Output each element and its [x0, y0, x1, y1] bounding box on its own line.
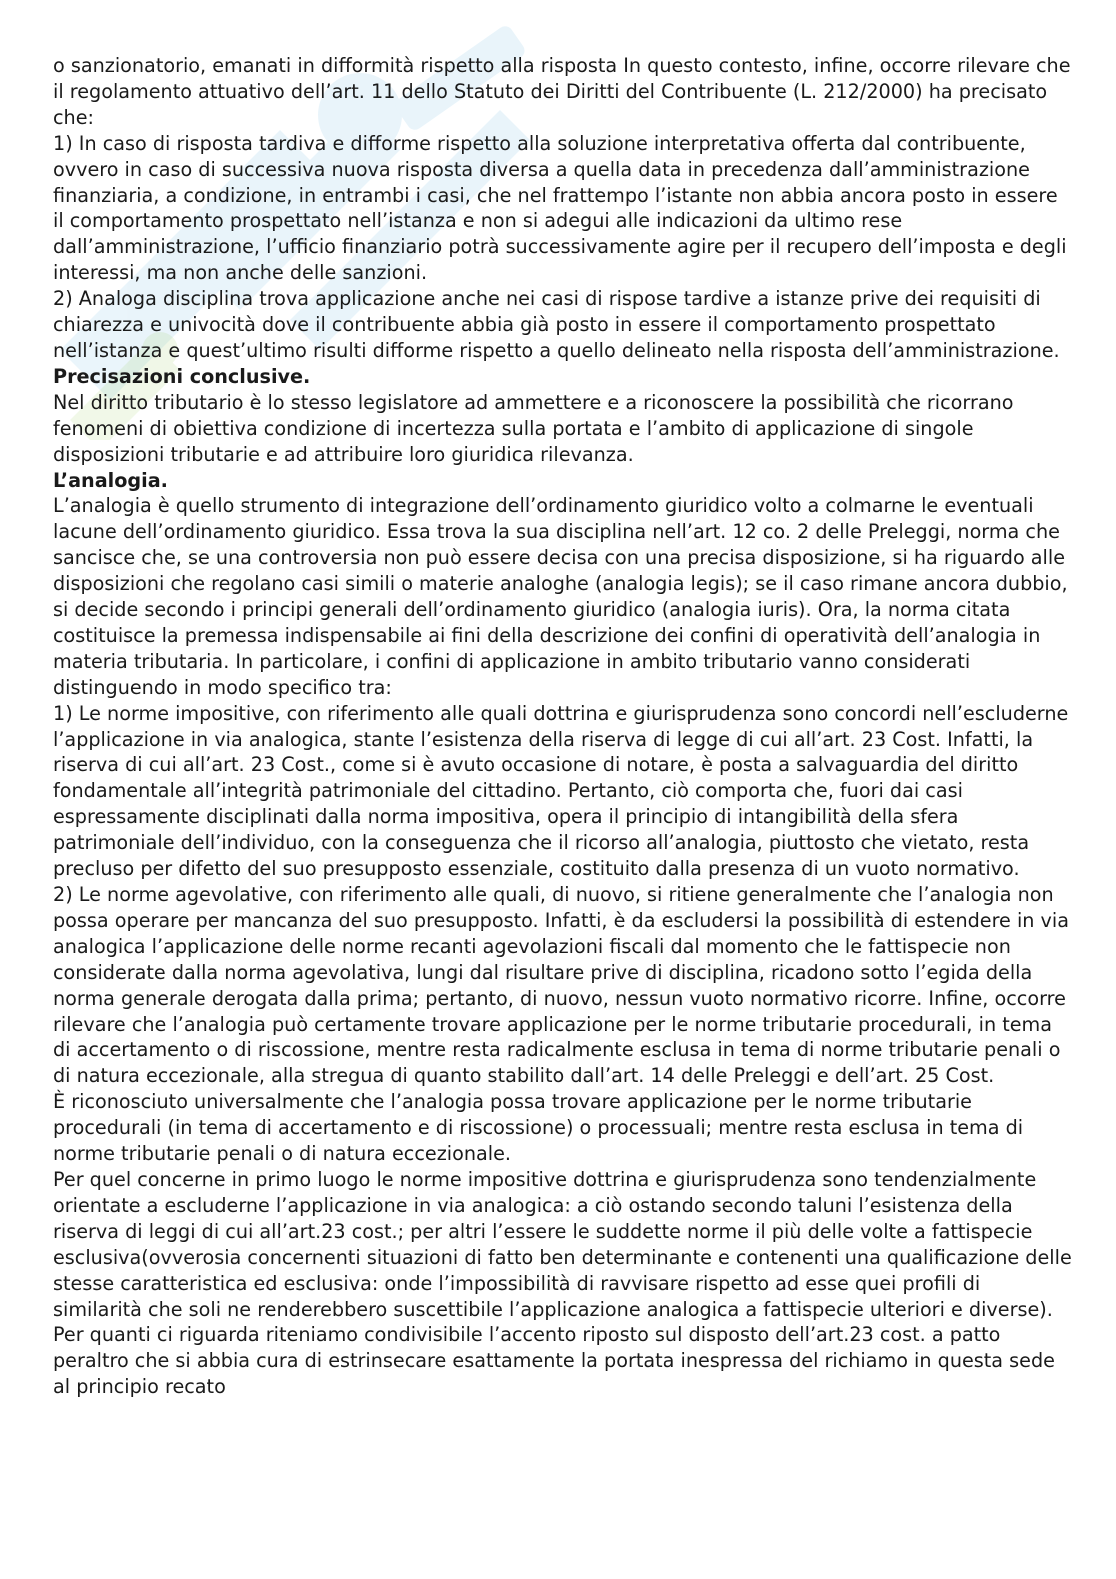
paragraph: 2) Analoga disciplina trova applicazione anche nei casi di rispose tardive a istanze prive dei requisiti di chiarezza e univocità dove il contribuente abbia già posto in essere il comportamento prospettato nell’istanza e quest’ultimo risulti difforme rispetto a quello delineato nella risposta dell’amministrazione.: [53, 287, 1060, 362]
section-heading: Precisazioni conclusive.: [53, 364, 311, 388]
paragraph: È riconosciuto universalmente che l’analogia possa trovare applicazione per le norme tributarie procedurali (in tema di accertamento e di riscossione) o processuali; mentre resta esclusa in tema di norme tributarie penali o di natura eccezionale.: [53, 1090, 1024, 1166]
paragraph: o sanzionatorio, emanati in difformità rispetto alla risposta In questo contesto, infine, occorre rilevare che il regolamento attuativo dell’art. 11 dello Statuto dei Diritti del Contribuente (L. 212/2000) ha precisato che:: [53, 54, 1071, 129]
paragraph: Nel diritto tributario è lo stesso legislatore ad ammettere e a riconoscere la possibilità che ricorrano fenomeni di obiettiva condizione di incertezza sulla portata e l’ambito di applicazione di singole disposizioni tributarie e ad attribuire loro giuridica rilevanza.: [53, 390, 1014, 466]
paragraph: 2) Le norme agevolative, con riferimento alle quali, di nuovo, si ritiene generalmente che l’analogia non possa operare per mancanza del suo presupposto. Infatti, è da escludersi la possibilità di estendere in via analogica l’applicazione delle norme recanti agevolazioni fiscali dal momento che le fattispecie non considerate dalla norma agevolativa, lungi dal risultare prive di disciplina, ricadono sotto l’egida della norma generale derogata dalla prima; pertanto, di nuovo, nessun vuoto normativo ricorre. Infine, occorre rilevare che l’analogia può certamente trovare applicazione per le norme tributarie procedurali, in tema di accertamento o di riscossione, mentre resta radicalmente esclusa in tema di norme tributarie penali o di natura eccezionale, alla stregua di quanto stabilito dall’art. 14 delle Preleggi e dell’art. 25 Cost.: [53, 883, 1069, 1088]
document-body: [53, 53, 1073, 1400]
paragraph: Per quel concerne in primo luogo le norme impositive dottrina e giurisprudenza sono tendenzialmente orientate a escluderne l’applicazione in via analogica: a ciò ostando secondo taluni l’esistenza della riserva di leggi di cui all’art.23 cost.; per altri l’essere le suddette norme il più delle volte a fattispecie esclusiva(ovverosia concernenti situazioni di fatto ben determinante e contenenti una qualificazione delle stesse caratteristica ed esclusiva: onde l’impossibilità di ravvisare rispetto ad esse quei profili di similarità che soli ne renderebbero suscettibile l’applicazione analogica a fattispecie ulteriori e diverse). Per quanti ci riguarda riteniamo condivisibile l’accento riposto sul disposto dell’art.23 cost. a patto peraltro che si abbia cura di estrinsecare esattamente la portata inespressa del richiamo in questa sede al principio recato: [53, 1167, 1072, 1399]
section-heading: L’analogia.: [53, 468, 168, 492]
paragraph: L’analogia è quello strumento di integrazione dell’ordinamento giuridico volto a colmarne le eventuali lacune dell’ordinamento giuridico. Essa trova la sua disciplina nell’art. 12 co. 2 delle Preleggi, norma che sancisce che, se una controversia non può essere decisa con una precisa disposizione, si ha riguardo alle disposizioni che regolano casi simili o materie analoghe (analogia legis); se il caso rimane ancora dubbio, si decide secondo i principi generali dell’ordinamento giuridico (analogia iuris). Ora, la norma citata costituisce la premessa indispensabile ai fini della descrizione dei confini di operatività dell’analogia in materia tributaria. In particolare, i confini di applicazione in ambito tributario vanno considerati distinguendo in modo specifico tra:: [53, 494, 1068, 699]
paragraph: 1) In caso di risposta tardiva e difforme rispetto alla soluzione interpretativa offerta dal contribuente, ovvero in caso di successiva nuova risposta diversa a quella data in precedenza dall’amministrazione finanziaria, a condizione, in entrambi i casi, che nel frattempo l’istante non abbia ancora posto in essere il comportamento prospettato nell’istanza e non si adegui alle indicazioni da ultimo rese dall’amministrazione, l’ufficio finanziario potrà successivamente agire per il recupero dell’imposta e degli interessi, ma non anche delle sanzioni.: [53, 131, 1067, 285]
paragraph: 1) Le norme impositive, con riferimento alle quali dottrina e giurisprudenza sono concordi nell’escluderne l’applicazione in via analogica, stante l’esistenza della riserva di legge di cui all’art. 23 Cost. Infatti, la riserva di cui all’art. 23 Cost., come si è avuto occasione di notare, è posta a salvaguardia del diritto fondamentale all’integrità patrimoniale del cittadino. Pertanto, ciò comporta che, fuori dai casi espressamente disciplinati dalla norma impositiva, opera il principio di intangibilità della sfera patrimoniale dell’individuo, con la conseguenza che il ricorso all’analogia, piuttosto che vietato, resta precluso per difetto del suo presupposto essenziale, costituito dalla presenza di un vuoto normativo.: [53, 701, 1069, 881]
